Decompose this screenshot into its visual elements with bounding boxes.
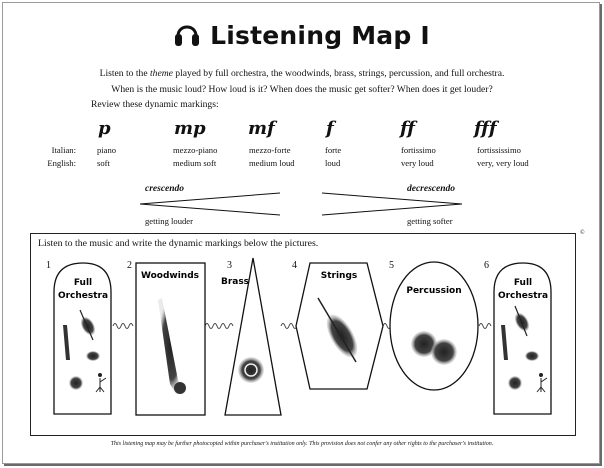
english-term: medium soft (173, 158, 217, 168)
copyright-mark: © (580, 230, 585, 236)
xylophone-icon (69, 376, 83, 390)
decrescendo-label: decrescendo (407, 184, 456, 194)
section-label: Woodwinds (140, 271, 200, 281)
drum-icon (86, 351, 100, 361)
english-row-label: English: (47, 158, 76, 168)
italian-term: piano (97, 145, 117, 155)
intro-theme-word: theme (149, 68, 173, 79)
review-label: Review these dynamic markings: (91, 99, 219, 110)
drum-icon (525, 351, 539, 361)
page-title: Listening Map I (210, 21, 430, 50)
dynamic-symbol-mf: mf (248, 118, 275, 139)
section-label: Orchestra (57, 291, 109, 301)
section-label: Strings (320, 271, 358, 281)
horn-icon (238, 357, 264, 383)
section-5-percussion (390, 262, 478, 390)
dynamic-symbol-mp: mp (174, 118, 206, 139)
section-3-brass (221, 258, 281, 415)
map-instruction: Listen to the music and write the dynamic markings below the pictures. (38, 238, 319, 249)
section-number: 1 (46, 260, 51, 271)
crescendo-label: crescendo (145, 184, 185, 194)
section-1-full-orchestra (54, 263, 111, 414)
dynamic-symbol-fff: fff (474, 118, 497, 139)
section-number: 2 (127, 260, 132, 271)
intro-line-2: When is the music loud? How loud is it? When does the music get softer? When does it get louder? (111, 84, 493, 95)
xylophone-icon (508, 376, 522, 390)
section-6-full-orchestra (494, 263, 551, 414)
italian-term: forte (325, 145, 342, 155)
section-number: 3 (227, 260, 232, 271)
intro-text: Listen to the (99, 68, 150, 79)
section-label: Full (73, 278, 93, 288)
english-term: very loud (401, 158, 434, 168)
italian-term: mezzo-forte (249, 145, 291, 155)
section-2-woodwinds (136, 263, 205, 415)
dynamic-symbol-p: p (98, 118, 111, 139)
section-label: Orchestra (497, 291, 549, 301)
section-label: Percussion (406, 286, 462, 296)
section-label: Brass (220, 277, 250, 287)
english-term: loud (325, 158, 341, 168)
section-number: 5 (389, 260, 394, 271)
intro-text: played by full orchestra, the woodwinds, brass, strings, percussion, and full orchestra. (172, 68, 505, 79)
section-number: 4 (292, 260, 297, 271)
italian-term: fortississimo (477, 145, 521, 155)
english-term: very, very loud (477, 158, 529, 168)
dynamic-symbol-ff: ff (400, 118, 415, 139)
italian-term: mezzo-piano (173, 145, 218, 155)
dynamic-symbol-f: f (326, 118, 334, 139)
section-number: 6 (484, 260, 489, 271)
footer-notice: This listening map may be further photocopied within purchaser's institution only. This provision does not confer any other rights to the purchaser's institution. (110, 441, 494, 447)
crescendo-meaning: getting louder (145, 216, 193, 226)
english-term: medium loud (249, 158, 295, 168)
italian-row-label: Italian: (51, 145, 76, 155)
section-label: Full (513, 278, 533, 288)
decrescendo-meaning: getting softer (407, 216, 453, 226)
italian-term: fortissimo (401, 145, 436, 155)
section-4-strings (296, 263, 383, 389)
english-term: soft (97, 158, 110, 168)
